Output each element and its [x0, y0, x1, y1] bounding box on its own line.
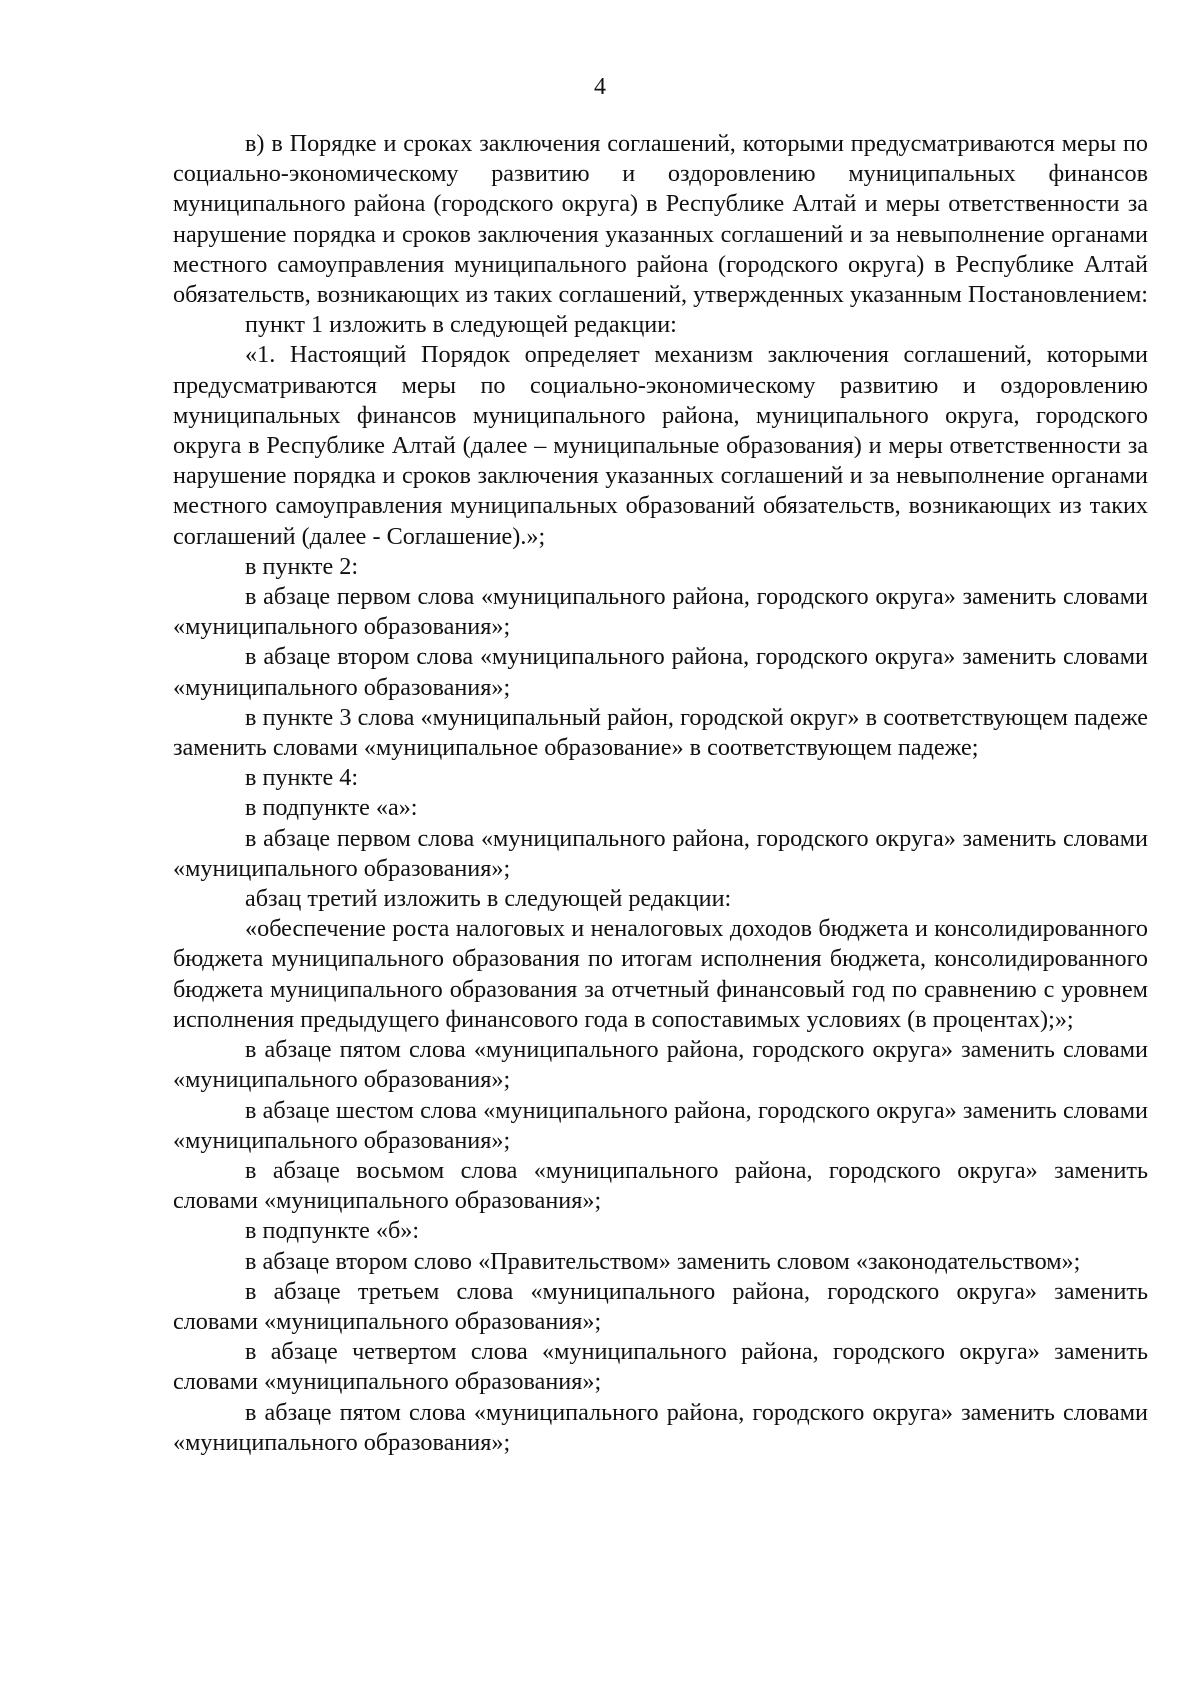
paragraph: в пункте 2: — [245, 552, 359, 580]
paragraph: в абзаце четвертом слова «муниципального района, городского округа» заменить словами «муниципального образования»; — [173, 1338, 1148, 1396]
paragraph: в подпункте «а»: — [245, 794, 418, 822]
paragraph: пункт 1 изложить в следующей редакции: — [245, 311, 677, 339]
paragraph: в абзаце шестом слова «муниципального района, городского округа» заменить словами «муниципального образования»; — [173, 1096, 1148, 1154]
paragraph: в абзаце третьем слова «муниципального района, городского округа» заменить словами «муниципального образования»; — [173, 1277, 1148, 1335]
paragraph: в абзаце первом слова «муниципального района, городского округа» заменить словами «муниципального образования»; — [173, 583, 1148, 641]
paragraph: в абзаце втором слово «Правительством» заменить словом «законодательством»; — [245, 1247, 1081, 1275]
paragraph: в пункте 4: — [245, 764, 359, 792]
paragraph-quote: «обеспечение роста налоговых и неналоговых доходов бюджета и консолидированного бюджета муниципального образования по итогам исполнения бюджета, консолидированного бюджета муниципального образования за отчетный финансовый год по сравнению с уровнем исполнения предыдущего финансового года в сопоставимых условиях (в процентах);»; — [173, 915, 1148, 1033]
paragraph: в абзаце пятом слова «муниципального района, городского округа» заменить словами «муниципального образования»; — [173, 1398, 1148, 1456]
document-body — [173, 129, 1148, 1458]
paragraph: в абзаце втором слова «муниципального района, городского округа» заменить словами «муниципального образования»; — [173, 643, 1148, 701]
page-number: 4 — [594, 74, 606, 100]
paragraph: в абзаце пятом слова «муниципального района, городского округа» заменить словами «муниципального образования»; — [173, 1036, 1148, 1094]
paragraph: в абзаце восьмом слова «муниципального района, городского округа» заменить словами «муниципального образования»; — [173, 1156, 1148, 1215]
paragraph-quote: «1. Настоящий Порядок определяет механизм заключения соглашений, которыми предусматриваются меры по социально-экономическому развитию и оздоровлению муниципальных финансов муниципального района, муниципального округа, городского округа в Республике Алтай (далее – муниципальные образования) и меры ответственности за нарушение порядка и сроков заключения указанных соглашений и за невыполнение органами местного самоуправления муниципальных образований обязательств, возникающих из таких соглашений (далее - Соглашение).»; — [173, 341, 1148, 550]
paragraph: в абзаце первом слова «муниципального района, городского округа» заменить словами «муниципального образования»; — [173, 824, 1148, 882]
paragraph-intro: в) в Порядке и сроках заключения соглашений, которыми предусматриваются меры по социально-экономическому развитию и оздоровлению муниципальных финансов муниципального района (городского округа) в Республике Алтай и меры ответственности за нарушение порядка и сроков заключения указанных соглашений и за невыполнение органами местного самоуправления муниципального района (городского округа) в Республике Алтай обязательств, возникающих из таких соглашений, утвержденных указанным Постановлением: — [173, 130, 1148, 309]
paragraph: в подпункте «б»: — [245, 1217, 420, 1245]
paragraph: абзац третий изложить в следующей редакции: — [245, 885, 732, 913]
paragraph: в пункте 3 слова «муниципальный район, городской округ» в соответствующем падеже заменить словами «муниципальное образование» в соответствующем падеже; — [173, 703, 1148, 762]
